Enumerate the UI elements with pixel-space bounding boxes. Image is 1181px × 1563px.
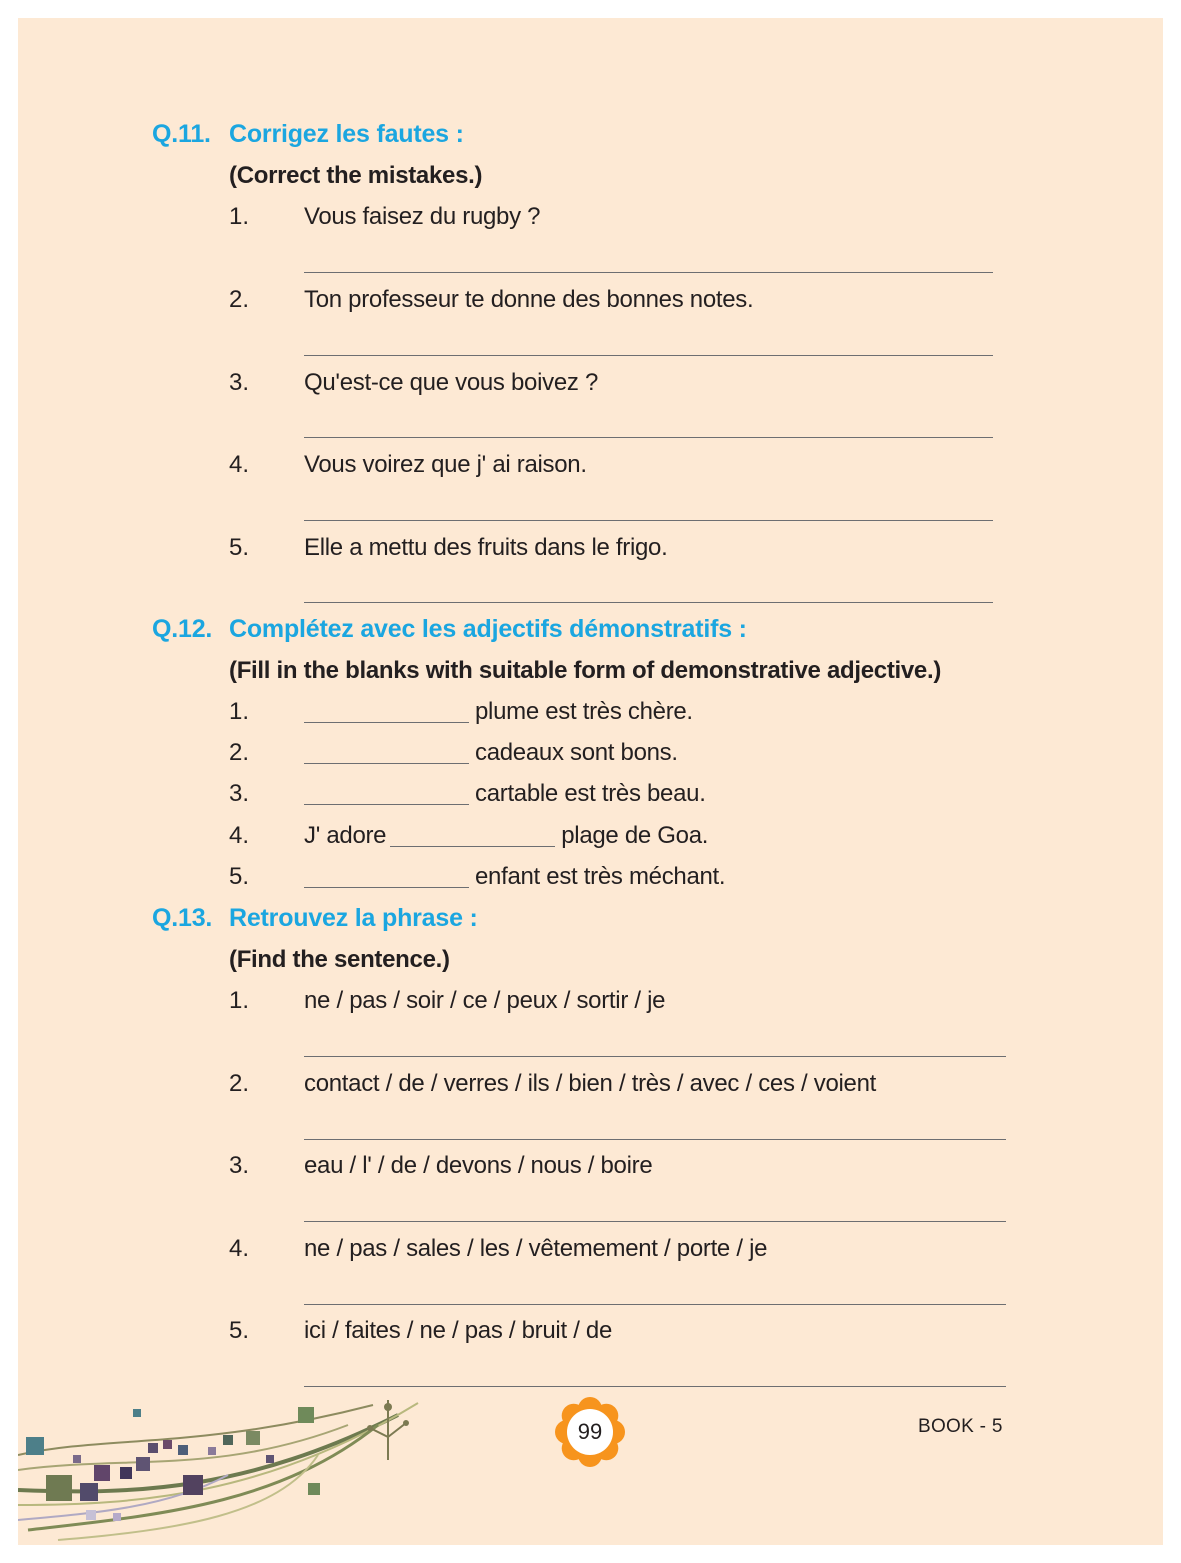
q12-item-1-number: 1. [229, 698, 250, 725]
q11-item-4-answer-line[interactable] [304, 520, 993, 521]
q12-item-4-number: 4. [229, 822, 250, 849]
q11-title: Corrigez les fautes : [229, 120, 464, 148]
q11-item-4-text: Vous voirez que j' ai raison. [304, 451, 587, 478]
q12-item-3-after: cartable est très beau. [475, 780, 706, 807]
q12-item-1-after: plume est très chère. [475, 698, 693, 725]
q11-heading [152, 120, 464, 149]
q11-item-5-answer-line[interactable] [304, 602, 993, 603]
page-number: 99 [577, 1419, 603, 1444]
q12-item-2-blank[interactable] [304, 762, 469, 764]
q12-item-5-number: 5. [229, 863, 250, 890]
q12-item-4-blank[interactable] [390, 845, 555, 847]
q13-item-2-answer-line[interactable] [304, 1139, 1006, 1140]
q11-subtitle: (Correct the mistakes.) [229, 162, 483, 189]
q13-item-4-answer-line[interactable] [304, 1304, 1006, 1305]
q12-item-2-after: cadeaux sont bons. [475, 739, 678, 766]
q13-item-1-text: ne / pas / soir / ce / peux / sortir / je [304, 987, 666, 1014]
q13-subtitle: (Find the sentence.) [229, 946, 450, 973]
q11-item-4-number: 4. [229, 451, 250, 478]
q12-heading [152, 615, 747, 644]
q13-item-3-text: eau / l' / de / devons / nous / boire [304, 1152, 653, 1179]
q12-item-5-after: enfant est très méchant. [475, 863, 726, 890]
q11-item-1-answer-line[interactable] [304, 272, 993, 273]
q11-item-2-number: 2. [229, 286, 250, 313]
q12-number: Q.12. [152, 615, 213, 643]
q11-item-5-number: 5. [229, 534, 250, 561]
q13-item-5-number: 5. [229, 1317, 250, 1344]
q11-item-1-number: 1. [229, 203, 250, 230]
q13-item-5-text: ici / faites / ne / pas / bruit / de [304, 1317, 613, 1344]
q13-item-4-number: 4. [229, 1235, 250, 1262]
q13-item-2-text: contact / de / verres / ils / bien / très / avec / ces / voient [304, 1070, 877, 1097]
q11-item-5-text: Elle a mettu des fruits dans le frigo. [304, 534, 668, 561]
book-label: BOOK - 5 [918, 1416, 1003, 1437]
q12-item-1-blank[interactable] [304, 721, 469, 723]
q12-item-3-blank[interactable] [304, 803, 469, 805]
q13-item-4-text: ne / pas / sales / les / vêtemement / porte / je [304, 1235, 768, 1262]
q12-item-2-number: 2. [229, 739, 250, 766]
page-number-badge [554, 1396, 626, 1468]
q12-item-4-after: plage de Goa. [561, 822, 709, 849]
q13-item-2-number: 2. [229, 1070, 250, 1097]
q11-item-3-answer-line[interactable] [304, 437, 993, 438]
decorative-swirl-graphic [18, 1395, 428, 1545]
q11-item-3-text: Qu'est-ce que vous boivez ? [304, 369, 598, 396]
q13-heading [152, 904, 478, 933]
q13-title: Retrouvez la phrase : [229, 904, 478, 932]
q13-number: Q.13. [152, 904, 213, 932]
q13-item-3-number: 3. [229, 1152, 250, 1179]
q12-item-1 [304, 698, 693, 726]
q12-item-3-number: 3. [229, 780, 250, 807]
q11-item-3-number: 3. [229, 369, 250, 396]
q11-item-1-text: Vous faisez du rugby ? [304, 203, 541, 230]
q12-item-3 [304, 780, 706, 808]
q11-number: Q.11. [152, 120, 211, 148]
q13-item-5-answer-line[interactable] [304, 1386, 1006, 1387]
q13-item-3-answer-line[interactable] [304, 1221, 1006, 1222]
q12-item-4 [304, 822, 708, 850]
q12-item-5 [304, 863, 725, 891]
q13-item-1-number: 1. [229, 987, 250, 1014]
q12-item-5-blank[interactable] [304, 886, 469, 888]
q12-title: Complétez avec les adjectifs démonstratifs : [229, 615, 747, 643]
q13-item-1-answer-line[interactable] [304, 1056, 1006, 1057]
q11-item-2-answer-line[interactable] [304, 355, 993, 356]
q12-item-4-before: J' adore [304, 822, 387, 849]
q11-item-2-text: Ton professeur te donne des bonnes notes. [304, 286, 754, 313]
q12-subtitle: (Fill in the blanks with suitable form of demonstrative adjective.) [229, 657, 942, 684]
q12-item-2 [304, 739, 678, 767]
